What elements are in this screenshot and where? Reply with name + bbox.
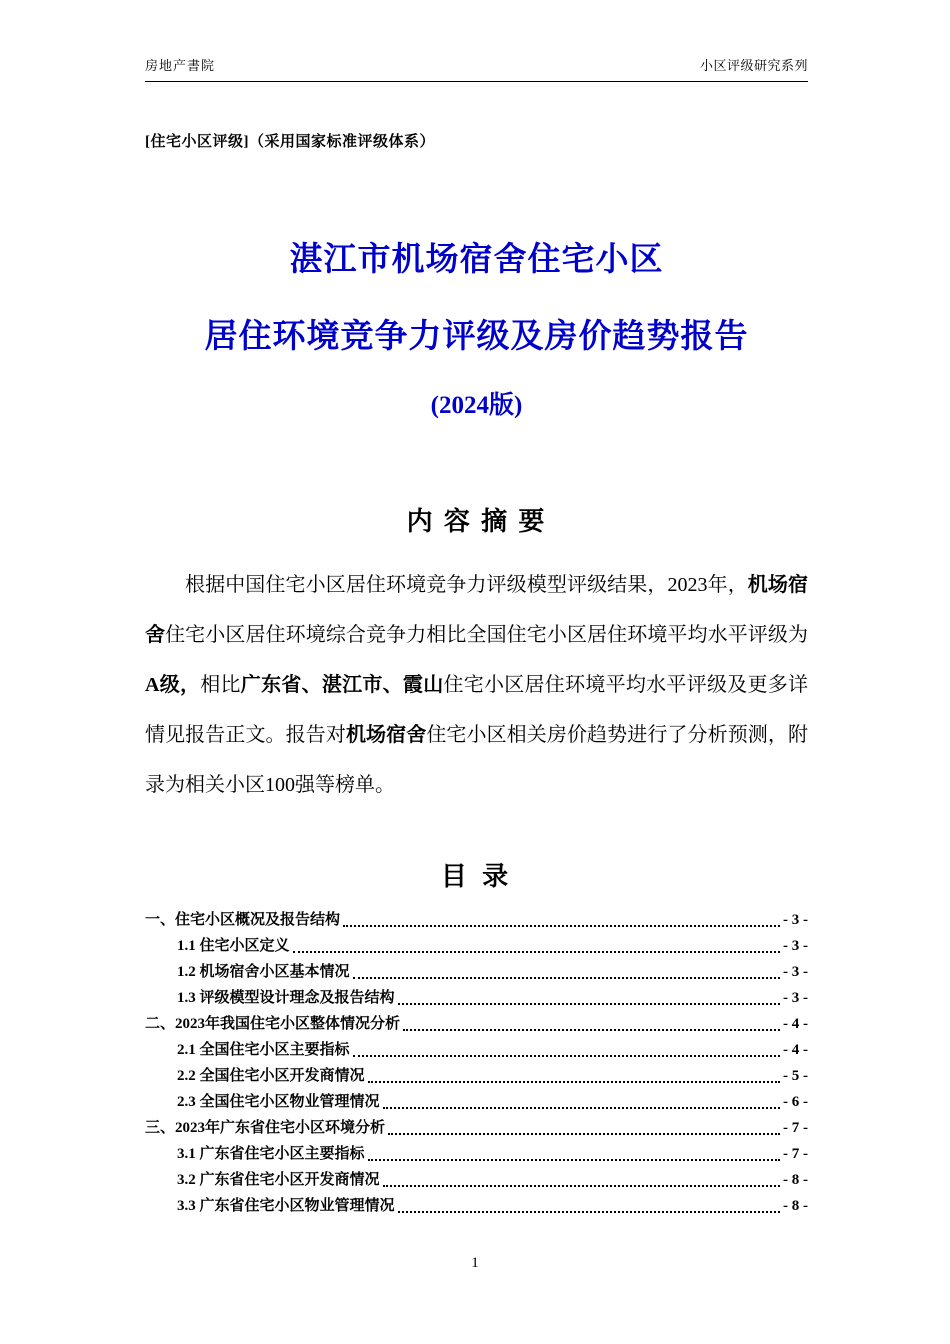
toc-entry-page: - 5 - <box>783 1068 808 1084</box>
toc-entry-label: 三、2023年广东省住宅小区环境分析 <box>145 1120 386 1136</box>
toc-leader-dots <box>383 1185 780 1187</box>
header-right-text: 小区评级研究系列 <box>699 58 808 73</box>
summary-segment: 住宅小区居住环境平均水平评级及更多详情见报告正文。报告对 <box>145 674 809 746</box>
toc-leader-dots <box>388 1133 780 1135</box>
summary-segment-bold: 广东省、湛江市、霞山 <box>240 674 444 696</box>
report-title-line1: 湛江市机场宿舍住宅小区 <box>289 242 664 278</box>
report-title-line2: 居住环境竞争力评级及房价趋势报告 <box>204 319 749 355</box>
summary-segment-bold: 机场宿舍 <box>145 574 809 646</box>
summary-segment-bold: A级， <box>145 674 201 696</box>
title-block <box>145 233 808 421</box>
toc-entry <box>145 1193 808 1219</box>
toc-leader-dots <box>368 1159 780 1161</box>
header-left-text: 房地产書院 <box>145 58 216 73</box>
toc-leader-dots <box>398 1003 780 1005</box>
toc-entry-page: - 7 - <box>783 1146 808 1162</box>
toc-entry-page: - 8 - <box>783 1198 808 1214</box>
toc-leader-dots <box>293 951 780 953</box>
toc-heading: 目 录 <box>440 861 513 891</box>
toc-entry-page: - 6 - <box>783 1094 808 1110</box>
toc-entry-label: 二、2023年我国住宅小区整体情况分析 <box>145 1016 401 1032</box>
summary-segment-bold: 机场宿舍 <box>345 724 427 746</box>
toc-entry <box>145 907 808 933</box>
toc-entry <box>145 1167 808 1193</box>
toc-entry-label: 2.3 全国住宅小区物业管理情况 <box>177 1094 380 1110</box>
toc-entry-page: - 3 - <box>783 938 808 954</box>
toc-entry <box>145 985 808 1011</box>
toc-entry-label: 1.2 机场宿舍小区基本情况 <box>177 964 350 980</box>
toc-entry-label: 1.1 住宅小区定义 <box>177 938 290 954</box>
summary-segment: 相比 <box>200 674 241 696</box>
page-header <box>145 55 808 82</box>
toc-entry-page: - 4 - <box>783 1042 808 1058</box>
toc-entry-label: 3.1 广东省住宅小区主要指标 <box>177 1146 365 1162</box>
summary-segment: 住宅小区相关房价趋势进行了分析预测，附录为相关小区100强等榜单。 <box>145 724 808 796</box>
toc-entry-page: - 3 - <box>783 912 808 928</box>
toc-entry-label: 1.3 评级模型设计理念及报告结构 <box>177 990 395 1006</box>
toc-entry <box>145 959 808 985</box>
toc-entry-page: - 8 - <box>783 1172 808 1188</box>
toc-entry-page: - 3 - <box>783 964 808 980</box>
toc-entry <box>145 1115 808 1141</box>
report-type-line: [住宅小区评级]（采用国家标准评级体系） <box>145 134 435 150</box>
toc-leader-dots <box>343 925 780 927</box>
toc-entry-label: 3.3 广东省住宅小区物业管理情况 <box>177 1198 395 1214</box>
toc-entry-page: - 7 - <box>783 1120 808 1136</box>
toc-entry-label: 2.2 全国住宅小区开发商情况 <box>177 1068 365 1084</box>
toc-entry-page: - 3 - <box>783 990 808 1006</box>
toc-entry <box>145 1089 808 1115</box>
toc-entry-label: 一、住宅小区概况及报告结构 <box>145 912 341 928</box>
toc-entry <box>145 1037 808 1063</box>
summary-paragraph <box>145 560 808 810</box>
toc-leader-dots <box>353 977 780 979</box>
toc-entry <box>145 1011 808 1037</box>
summary-heading: 内 容 摘 要 <box>406 506 547 536</box>
toc-leader-dots <box>353 1055 780 1057</box>
toc-entry-page: - 4 - <box>783 1016 808 1032</box>
toc-entry-label: 3.2 广东省住宅小区开发商情况 <box>177 1172 380 1188</box>
summary-segment: 住宅小区居住环境综合竞争力相比全国住宅小区居住环境平均水平评级为 <box>165 624 808 646</box>
toc-leader-dots <box>383 1107 780 1109</box>
toc-entry <box>145 1063 808 1089</box>
toc-entry <box>145 1141 808 1167</box>
toc-leader-dots <box>398 1211 780 1213</box>
toc-entry-label: 2.1 全国住宅小区主要指标 <box>177 1042 350 1058</box>
table-of-contents <box>145 907 808 1219</box>
toc-leader-dots <box>368 1081 780 1083</box>
toc-entry <box>145 933 808 959</box>
toc-leader-dots <box>403 1029 780 1031</box>
report-title-edition: (2024版) <box>430 392 523 419</box>
page-number: 1 <box>471 1255 479 1271</box>
summary-segment: 根据中国住宅小区居住环境竞争力评级模型评级结果，2023年， <box>185 574 748 596</box>
